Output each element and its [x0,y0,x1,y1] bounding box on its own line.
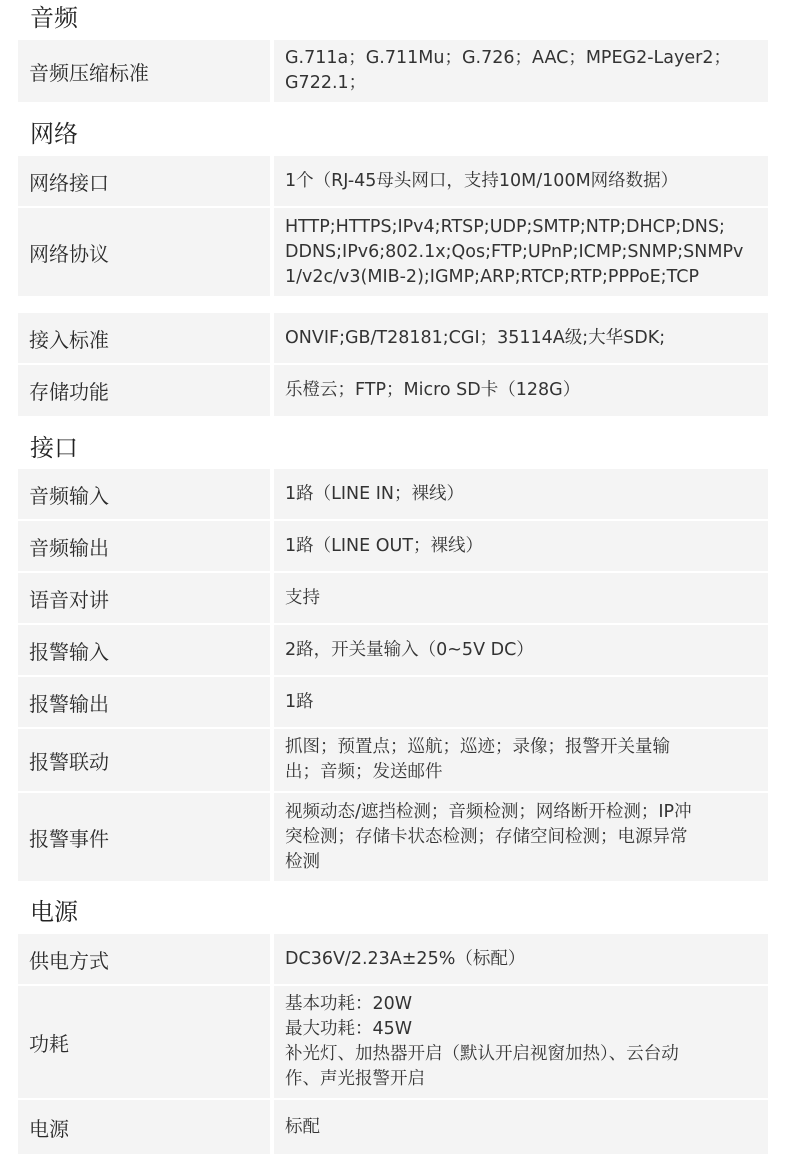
spec-row-network-interface [18,156,768,206]
spec-row-storage [18,365,768,416]
spec-label: 音频输入 [18,469,270,519]
spec-label: 报警联动 [18,729,270,791]
spec-value: 1路（LINE IN；裸线） [274,469,768,519]
spec-label: 功耗 [18,986,270,1098]
spec-value: ONVIF;GB/T28181;CGI；35114A级;大华SDK; [274,313,768,363]
spec-row-alarm-input [18,625,768,675]
spec-label: 存储功能 [18,365,270,416]
spec-label: 网络接口 [18,156,270,206]
spec-value: G.711a；G.711Mu；G.726；AAC；MPEG2-Layer2； G722.1； [274,40,768,102]
spec-label: 语音对讲 [18,573,270,623]
spec-value: 1路 [274,677,768,727]
section-title-power: 电源 [30,898,78,926]
spec-label: 电源 [18,1100,270,1154]
spec-row-audio-input [18,469,768,519]
section-title-network: 网络 [30,120,78,148]
spec-label: 报警事件 [18,793,270,881]
spec-row-power-supply [18,934,768,984]
spec-row-power-consumption [18,986,768,1098]
spec-row-audio-output [18,521,768,571]
spec-label: 音频输出 [18,521,270,571]
spec-label: 供电方式 [18,934,270,984]
spec-value: 乐橙云；FTP；Micro SD卡（128G） [274,365,768,416]
spec-label: 报警输入 [18,625,270,675]
section-title-audio: 音频 [30,4,78,32]
spec-value: 支持 [274,573,768,623]
spec-label: 网络协议 [18,208,270,296]
spec-row-access-standard [18,313,768,363]
spec-row-alarm-output [18,677,768,727]
spec-row-alarm-linkage [18,729,768,791]
spec-value: 2路，开关量输入（0~5V DC） [274,625,768,675]
spec-row-alarm-event [18,793,768,881]
spec-row-audio-compression [18,40,768,102]
spec-value: 标配 [274,1100,768,1154]
spec-row-intercom [18,573,768,623]
spec-value: DC36V/2.23A±25%（标配） [274,934,768,984]
spec-value: 抓图；预置点；巡航；巡迹；录像；报警开关量输 出；音频；发送邮件 [274,729,768,791]
spec-row-network-protocol [18,208,768,296]
spec-value: 1路（LINE OUT；裸线） [274,521,768,571]
spec-value: 视频动态/遮挡检测；音频检测；网络断开检测；IP冲 突检测；存储卡状态检测；存储空间检测；电源异常 检测 [274,793,768,881]
spec-value: HTTP;HTTPS;IPv4;RTSP;UDP;SMTP;NTP;DHCP;DNS; DDNS;IPv6;802.1x;Qos;FTP;UPnP;ICMP;SNMP;SNMPv 1/v2c/v3(MIB-2);IGMP;ARP;RTCP;RTP;PPPoE;TCP [274,208,768,296]
section-title-interface: 接口 [30,434,78,462]
spec-value: 1个（RJ-45母头网口，支持10M/100M网络数据） [274,156,768,206]
spec-label: 报警输出 [18,677,270,727]
spec-row-power-adapter [18,1100,768,1154]
spec-value: 基本功耗：20W 最大功耗：45W 补光灯、加热器开启（默认开启视窗加热）、云台动 作、声光报警开启 [274,986,768,1098]
spec-label: 接入标准 [18,313,270,363]
spec-label: 音频压缩标准 [18,40,270,102]
